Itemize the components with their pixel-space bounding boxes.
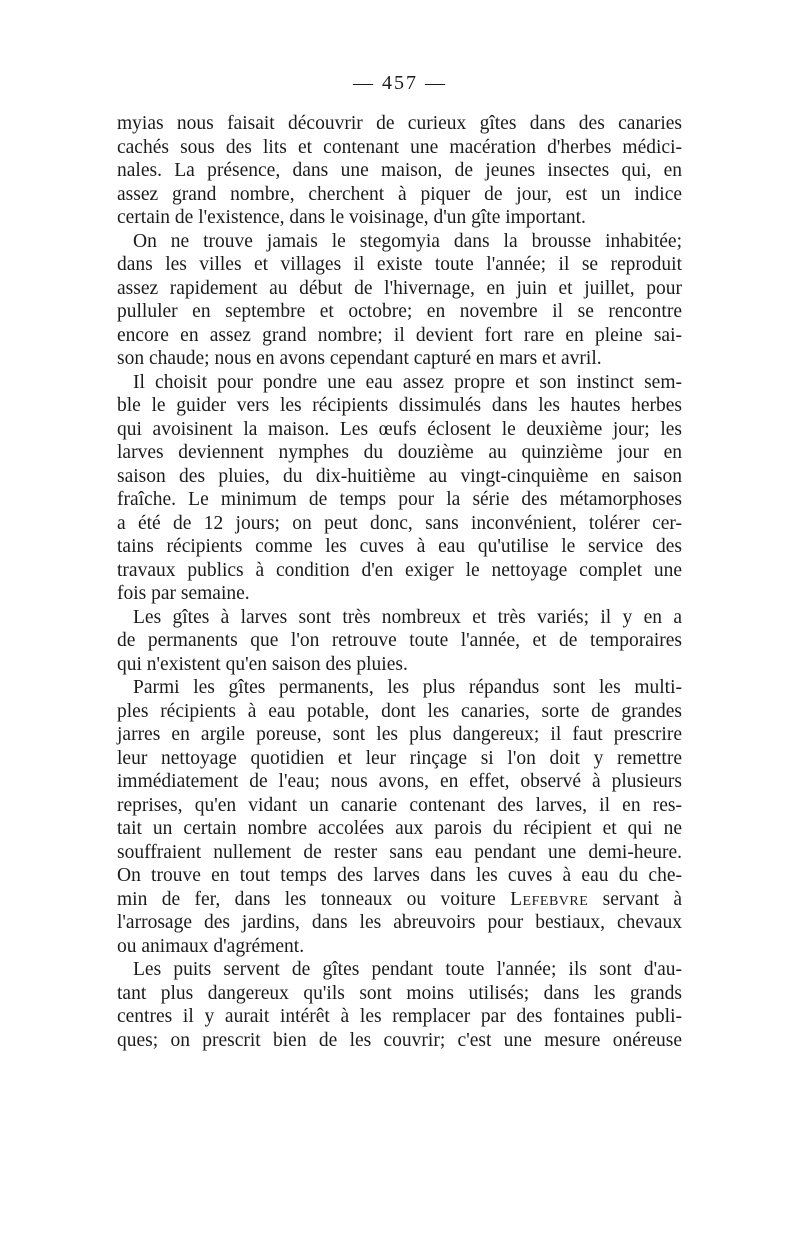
text-line: tait un certain nombre accolées aux parois du récipient et qui ne [117,818,682,839]
text-line: On trouve en tout temps des larves dans les cuves à eau du che- [117,865,682,886]
text-line: l'arrosage des jardins, dans les abreuvoirs pour bestiaux, chevaux [117,912,682,933]
text-line: a été de 12 jours; on peut donc, sans inconvénient, tolérer cer- [117,512,682,534]
text-line: souffraient nullement de rester sans eau pendant une demi-heure. [117,841,682,863]
text-fragment: servant à [602,888,683,910]
text-line: assez rapidement au début de l'hivernage, en juin et juillet, pour [117,277,682,299]
text-line: ble le guider vers les récipients dissimulés dans les hautes herbes [117,395,682,416]
text-line: dans les villes et villages il existe toute l'année; il se reproduit [117,254,682,275]
paragraph-start-line: Parmi les gîtes permanents, les plus répandus sont les multi- [133,677,682,698]
text-line: nales. La présence, dans une maison, de jeunes insectes qui, en [117,160,682,181]
text-line: reprises, qu'en vidant un canarie contenant des larves, il en res- [117,794,682,816]
text-line: jarres en argile poreuse, sont les plus dangereux; il faut prescrire [117,724,682,745]
text-line [117,888,682,912]
text-line: tant plus dangereux qu'ils sont moins utilisés; dans les grands [117,982,682,1004]
text-line: ou animaux d'agrément. [117,935,305,957]
text-line: fraîche. Le minimum de temps pour la série des métamorphoses [117,489,682,510]
body-text [117,112,682,1052]
paragraph-start-line: Les gîtes à larves sont très nombreux et très variés; il y en a [133,606,682,628]
paragraph-start-line: Il choisit pour pondre une eau assez propre et son instinct sem- [133,371,682,393]
text-line: cachés sous des lits et contenant une macération d'herbes médici- [117,136,682,158]
text-line: de permanents que l'on retrouve toute l'année, et de temporaires [117,630,682,651]
text-line: qui avoisinent la maison. Les œufs éclosent le deuxième jour; les [117,418,682,440]
text-line: travaux publics à condition d'en exiger le nettoyage complet une [117,559,682,581]
text-line: assez grand nombre, cherchent à piquer de jour, est un indice [117,183,682,205]
text-line: encore en assez grand nombre; il devient fort rare en pleine sai- [117,324,682,346]
text-line: ples récipients à eau potable, dont les canaries, sorte de grandes [117,700,682,722]
text-fragment: min de fer, dans les tonneaux ou voiture [117,888,496,910]
paragraph-start-line: Les puits servent de gîtes pendant toute l'année; ils sont d'au- [133,959,682,980]
text-line: leur nettoyage quotidien et leur rinçage si l'on doit y remettre [117,747,682,769]
text-line: larves deviennent nymphes du douzième au quinzième jour en [117,442,682,463]
paragraph-start-line: On ne trouve jamais le stegomyia dans la brousse inhabitée; [133,230,682,252]
text-line: centres il y aurait intérêt à les remplacer par des fontaines publi- [117,1006,682,1027]
proper-name-smallcaps: Lefebvre [510,888,589,910]
text-line: pulluler en septembre et octobre; en novembre il se rencontre [117,301,682,322]
text-line: tains récipients comme les cuves à eau qu'utilise le service des [117,536,682,557]
text-line: certain de l'existence, dans le voisinage, d'un gîte important. [117,207,586,228]
text-line: myias nous faisait découvrir de curieux gîtes dans des canaries [117,113,682,134]
text-line: qui n'existent qu'en saison des pluies. [117,653,408,675]
text-line: fois par semaine. [117,583,250,604]
text-line: saison des pluies, du dix-huitième au vingt-cinquième en saison [117,465,682,487]
text-line: son chaude; nous en avons cependant capturé en mars et avril. [117,348,602,369]
page-number: — 457 — [353,72,447,94]
text-line: immédiatement de l'eau; nous avons, en effet, observé à plusieurs [117,771,682,792]
text-line: ques; on prescrit bien de les couvrir; c'est une mesure onéreuse [117,1029,682,1051]
